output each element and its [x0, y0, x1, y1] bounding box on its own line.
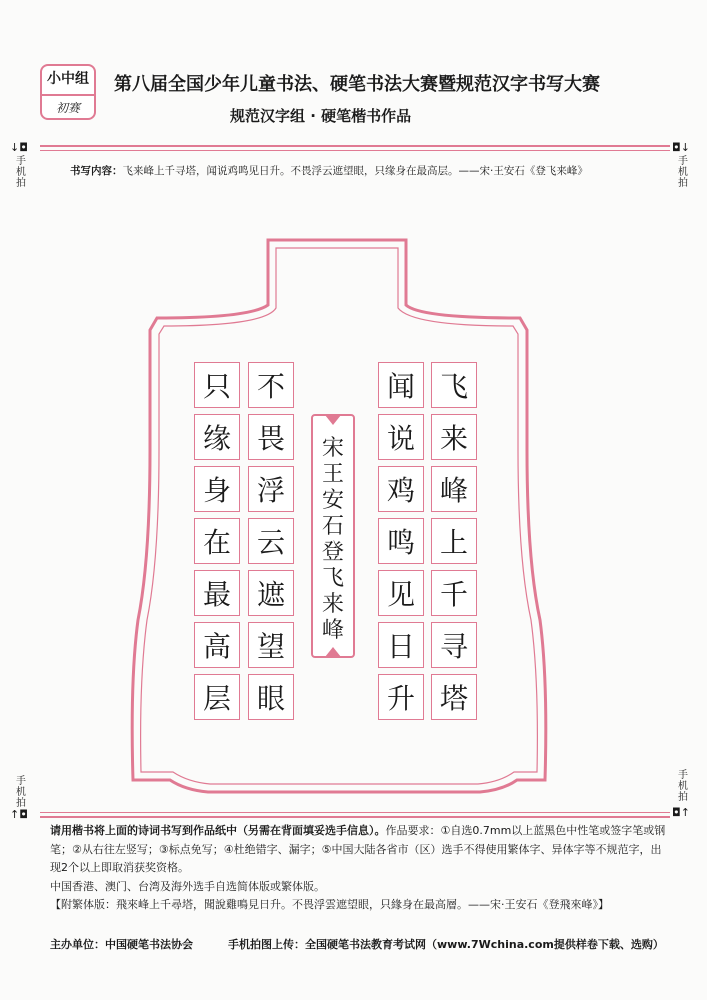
camera-icon: ↑◘	[10, 808, 28, 821]
grid-cell: 塔	[431, 674, 477, 720]
upload-info: 手机拍图上传：全国硬笔书法教育考试网（www.7Wchina.com提供样卷下载、选购）	[228, 938, 664, 951]
grid-cell: 身	[194, 466, 240, 512]
grid-cell: 只	[194, 362, 240, 408]
side-label-right-bottom: 手机拍	[678, 770, 688, 803]
grid-cell: 说	[378, 414, 424, 460]
grid-cell: 寻	[431, 622, 477, 668]
requirements	[50, 822, 670, 915]
requirements-details: 作品要求：①自选0.7mm以上蓝黑色中性笔或签字笔或钢笔；②从右往左竖写；③标点免写；④杜绝错字、漏字；⑤中国大陆各省市（区）选手不得使用繁体字、异体字等不规范字，出现2个以上即取消获奖资格。	[50, 824, 666, 874]
grid-cell: 在	[194, 518, 240, 564]
group-label: 小中组	[42, 66, 94, 96]
grid-cell: 峰	[431, 466, 477, 512]
grid-cell: 日	[378, 622, 424, 668]
requirements-traditional: 【附繁体版：飛來峰上千尋塔，聞說雞鳴見日升。不畏浮雲遮望眼，只緣身在最高層。——宋·王安石《登飛來峰》】	[50, 898, 609, 911]
signature-text: 宋王安石登飞来峰	[321, 436, 344, 643]
camera-icon: ↓◘	[10, 141, 28, 154]
writing-content-text: 飞来峰上千寻塔，闻说鸡鸣见日升。不畏浮云遮望眼，只缘身在最高层。——宋·王安石《登飞来峰》	[122, 165, 588, 177]
grid-cell: 最	[194, 570, 240, 616]
bottom-rule	[40, 816, 670, 818]
banner-arrow-down	[325, 647, 341, 657]
grid-cell: 层	[194, 674, 240, 720]
camera-icon: ◘↑	[672, 806, 690, 819]
banner-arrow-up	[325, 415, 341, 425]
round-label: 初赛	[55, 101, 80, 115]
grid-cell: 畏	[248, 414, 294, 460]
grid-cell: 眼	[248, 674, 294, 720]
grid-cell: 缘	[194, 414, 240, 460]
grid-cell: 见	[378, 570, 424, 616]
signature-banner	[311, 414, 355, 658]
requirements-hk-tw: 中国香港、澳门、台湾及海外选手自选简体版或繁体版。	[50, 879, 325, 893]
grid-cell: 浮	[248, 466, 294, 512]
camera-icon: ◘↓	[672, 141, 690, 154]
grid-cell: 鸣	[378, 518, 424, 564]
grid-cell: 来	[431, 414, 477, 460]
grid-cell: 遮	[248, 570, 294, 616]
writing-content-label: 书写内容：	[70, 165, 123, 177]
grid-cell: 云	[248, 518, 294, 564]
bottom-rule-thin	[40, 812, 670, 813]
grid-cell: 高	[194, 622, 240, 668]
page-title: 第八届全国少年儿童书法、硬笔书法大赛暨规范汉字书写大赛	[114, 74, 600, 95]
grid-cell: 闻	[378, 362, 424, 408]
grid-cell: 升	[378, 674, 424, 720]
grid-cell: 望	[248, 622, 294, 668]
requirements-intro: 请用楷书将上面的诗词书写到作品纸中（另需在背面填妥选手信息）。	[50, 824, 386, 837]
grid-cell: 上	[431, 518, 477, 564]
side-label-left-top: 手机拍	[16, 156, 26, 189]
side-label-right-top: 手机拍	[678, 156, 688, 189]
grid-cell: 鸡	[378, 466, 424, 512]
side-label-left-bottom: 手机拍	[16, 776, 26, 809]
grid-cell: 千	[431, 570, 477, 616]
grid-cell: 不	[248, 362, 294, 408]
grid-cell: 飞	[431, 362, 477, 408]
organizer: 主办单位：中国硬笔书法协会	[50, 938, 193, 951]
page-subtitle: 规范汉字组 · 硬笔楷书作品	[230, 107, 412, 125]
